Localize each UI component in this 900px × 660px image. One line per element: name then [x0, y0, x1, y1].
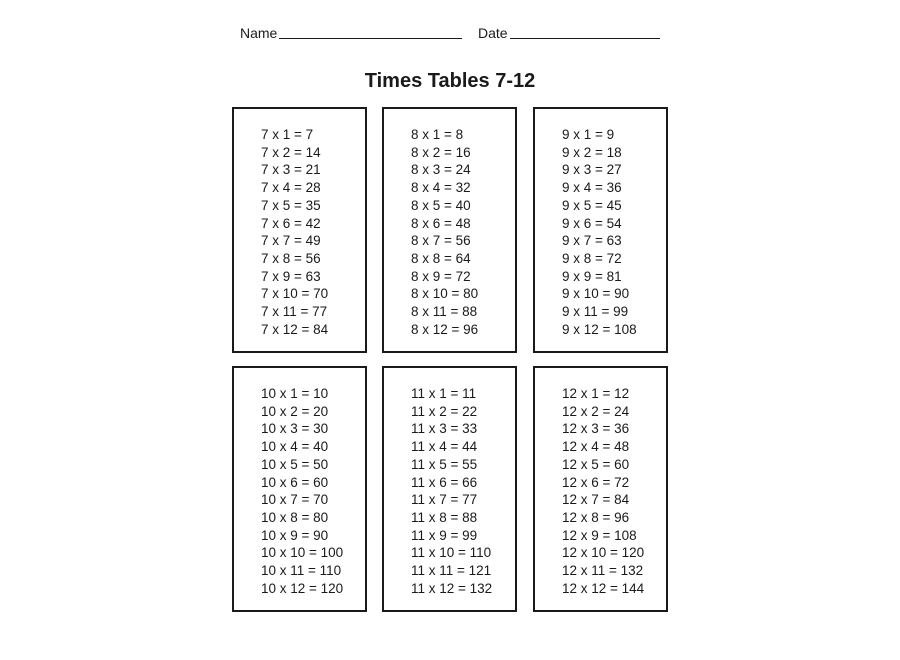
- table-line: 11 x 1 = 11: [411, 386, 477, 401]
- table-line: 12 x 7 = 84: [562, 492, 630, 508]
- table-line: 10 x 12 = 120: [261, 580, 344, 596]
- table-line: 11 x 4 = 44: [411, 439, 478, 455]
- times-table-11: [382, 366, 517, 612]
- table-line: 9 x 3 = 27: [562, 162, 622, 178]
- table-line: 12 x 9 = 108: [562, 527, 637, 543]
- table-line: 7 x 7 = 49: [261, 233, 321, 249]
- table-line: 8 x 8 = 64: [411, 250, 471, 266]
- table-lines: [411, 385, 492, 597]
- table-line: 8 x 4 = 32: [411, 180, 471, 196]
- table-line: 9 x 2 = 18: [562, 144, 622, 160]
- table-line: 7 x 10 = 70: [261, 286, 329, 302]
- table-line: 9 x 9 = 81: [562, 268, 622, 284]
- table-line: 8 x 1 = 8: [411, 127, 464, 142]
- times-table-9: [533, 107, 668, 353]
- table-line: 10 x 3 = 30: [261, 421, 329, 437]
- table-line: 7 x 8 = 56: [261, 250, 321, 266]
- table-line: 12 x 11 = 132: [562, 563, 644, 579]
- table-line: 7 x 6 = 42: [261, 215, 321, 231]
- table-line: 11 x 6 = 66: [411, 474, 478, 490]
- table-lines: [261, 385, 343, 597]
- table-line: 12 x 1 = 12: [562, 386, 630, 401]
- table-line: 11 x 8 = 88: [411, 509, 478, 525]
- times-table-12: [533, 366, 668, 612]
- table-line: 12 x 12 = 144: [562, 580, 645, 596]
- table-line: 12 x 6 = 72: [562, 474, 630, 490]
- table-line: 9 x 10 = 90: [562, 286, 630, 302]
- table-line: 8 x 12 = 96: [411, 321, 479, 337]
- times-table-8: [382, 107, 517, 353]
- table-line: 9 x 12 = 108: [562, 321, 637, 337]
- table-line: 8 x 11 = 88: [411, 304, 478, 320]
- table-line: 9 x 5 = 45: [562, 197, 622, 213]
- table-line: 10 x 4 = 40: [261, 439, 329, 455]
- date-label: Date: [478, 25, 508, 41]
- table-line: 9 x 4 = 36: [562, 180, 622, 196]
- table-line: 7 x 5 = 35: [261, 197, 321, 213]
- table-lines: [562, 126, 637, 338]
- table-line: 11 x 2 = 22: [411, 403, 478, 419]
- table-lines: [562, 385, 644, 597]
- table-line: 8 x 3 = 24: [411, 162, 471, 178]
- page-title: Times Tables 7-12: [364, 70, 536, 92]
- table-line: 9 x 11 = 99: [562, 304, 629, 320]
- table-line: 8 x 5 = 40: [411, 197, 471, 213]
- table-line: 11 x 10 = 110: [411, 545, 492, 561]
- table-line: 12 x 2 = 24: [562, 403, 630, 419]
- times-table-7: [232, 107, 367, 353]
- table-line: 10 x 6 = 60: [261, 474, 329, 490]
- table-line: 10 x 5 = 50: [261, 456, 329, 472]
- name-label: Name: [240, 25, 278, 41]
- table-line: 11 x 5 = 55: [411, 456, 478, 472]
- table-line: 10 x 2 = 20: [261, 403, 329, 419]
- table-line: 9 x 1 = 9: [562, 127, 615, 142]
- table-line: 11 x 7 = 77: [411, 492, 478, 508]
- table-line: 12 x 8 = 96: [562, 509, 630, 525]
- table-line: 8 x 6 = 48: [411, 215, 471, 231]
- table-line: 7 x 1 = 7: [261, 127, 314, 142]
- table-line: 8 x 10 = 80: [411, 286, 479, 302]
- table-line: 11 x 12 = 132: [411, 580, 493, 596]
- table-line: 10 x 11 = 110: [261, 563, 342, 579]
- table-line: 9 x 7 = 63: [562, 233, 622, 249]
- table-line: 10 x 8 = 80: [261, 509, 329, 525]
- table-line: 7 x 2 = 14: [261, 144, 321, 160]
- table-line: 8 x 7 = 56: [411, 233, 471, 249]
- table-line: 7 x 4 = 28: [261, 180, 321, 196]
- table-line: 12 x 10 = 120: [562, 545, 645, 561]
- times-table-10: [232, 366, 367, 612]
- table-lines: [411, 126, 478, 338]
- table-line: 7 x 11 = 77: [261, 304, 328, 320]
- table-line: 12 x 3 = 36: [562, 421, 630, 437]
- table-line: 12 x 4 = 48: [562, 439, 630, 455]
- table-line: 8 x 9 = 72: [411, 268, 471, 284]
- table-line: 10 x 10 = 100: [261, 545, 344, 561]
- table-line: 10 x 1 = 10: [261, 386, 329, 401]
- table-line: 12 x 5 = 60: [562, 456, 630, 472]
- table-line: 7 x 12 = 84: [261, 321, 329, 337]
- table-line: 8 x 2 = 16: [411, 144, 471, 160]
- table-lines: [261, 126, 328, 338]
- table-line: 11 x 3 = 33: [411, 421, 478, 437]
- table-line: 9 x 6 = 54: [562, 215, 622, 231]
- table-line: 10 x 7 = 70: [261, 492, 329, 508]
- table-line: 7 x 9 = 63: [261, 268, 321, 284]
- table-line: 11 x 11 = 121: [411, 563, 492, 579]
- table-line: 7 x 3 = 21: [261, 162, 321, 178]
- table-line: 9 x 8 = 72: [562, 250, 622, 266]
- table-line: 11 x 9 = 99: [411, 527, 478, 543]
- table-line: 10 x 9 = 90: [261, 527, 329, 543]
